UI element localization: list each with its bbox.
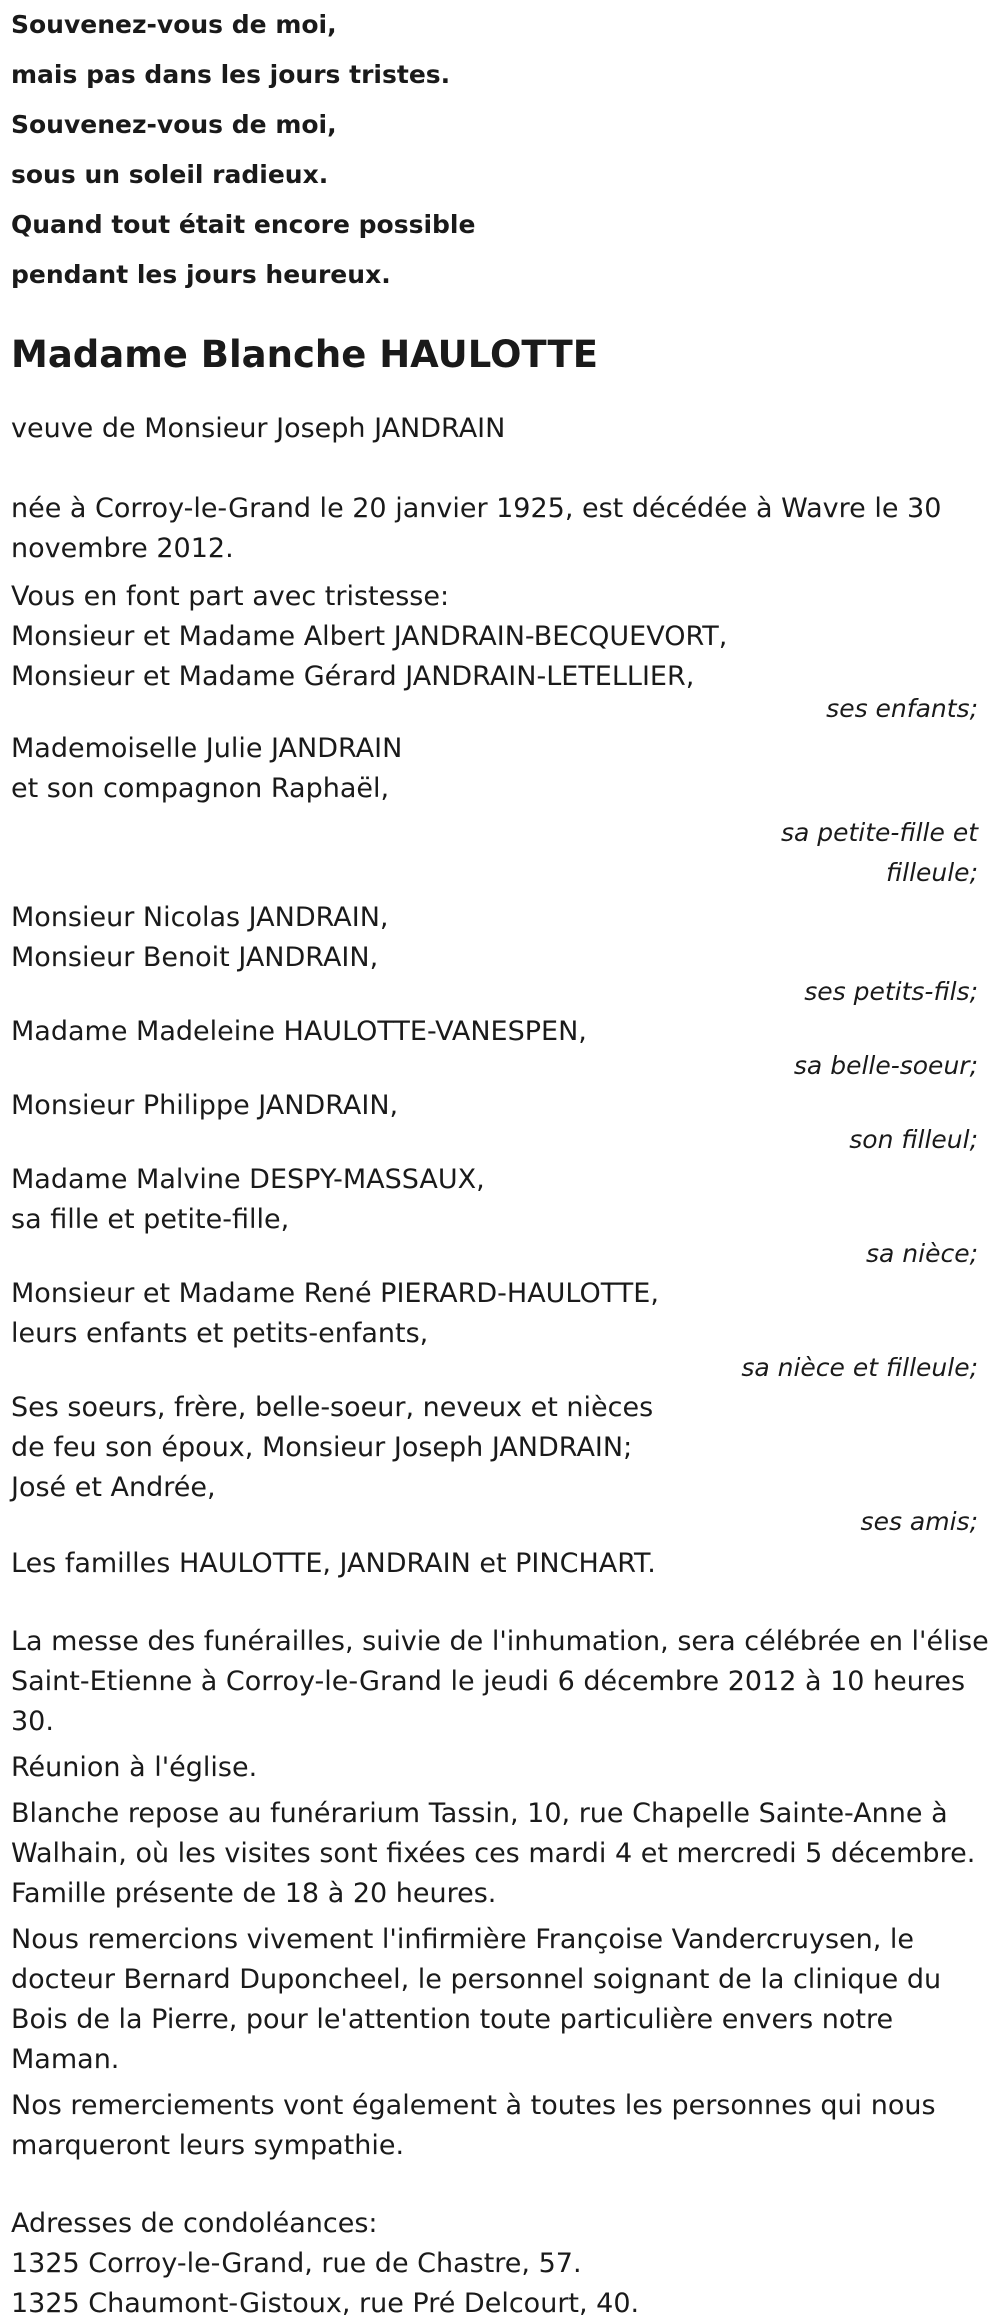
condolences-title: Adresses de condoléances: xyxy=(11,2208,378,2239)
family-line: et son compagnon Raphaël, xyxy=(11,773,390,804)
poem-line: sous un soleil radieux. xyxy=(11,160,329,189)
family-line: Mademoiselle Julie JANDRAIN xyxy=(11,733,403,764)
family-line: leurs enfants et petits-enfants, xyxy=(11,1318,429,1349)
family-group-niece-goddaughter xyxy=(11,1274,989,1388)
family-group-niece xyxy=(11,1160,989,1274)
family-line: Monsieur et Madame Albert JANDRAIN-BECQUEVORT, xyxy=(11,621,728,652)
relation-label: sa nièce; xyxy=(865,1239,978,1268)
relation-label: sa petite-fille et xyxy=(780,818,978,847)
condolence-address: 1325 Chaumont-Gistoux, rue Pré Delcourt, 40. xyxy=(11,2288,640,2319)
family-line: Madame Madeleine HAULOTTE-VANESPEN, xyxy=(11,1016,587,1047)
condolence-address: 1325 Corroy-le-Grand, rue de Chastre, 57. xyxy=(11,2248,582,2279)
relation-label: ses amis; xyxy=(860,1507,978,1536)
family-group-granddaughter xyxy=(11,729,989,893)
thanks-all-text: Nos remerciements vont également à toutes les personnes qui nous marqueront leurs sympathie. xyxy=(11,2090,936,2161)
poem-line: mais pas dans les jours tristes. xyxy=(11,60,451,89)
families-line: Les familles HAULOTTE, JANDRAIN et PINCHART. xyxy=(11,1548,656,1579)
family-line: Monsieur Nicolas JANDRAIN, xyxy=(11,902,389,933)
relation-label: sa belle-soeur; xyxy=(793,1051,978,1080)
family-line: Monsieur Philippe JANDRAIN, xyxy=(11,1090,399,1121)
poem-line: Souvenez-vous de moi, xyxy=(11,10,337,39)
poem-line: Quand tout était encore possible xyxy=(11,210,476,239)
family-line: Ses soeurs, frère, belle-soeur, neveux et nièces xyxy=(11,1392,654,1423)
family-line: Monsieur et Madame René PIERARD-HAULOTTE, xyxy=(11,1278,659,1309)
relation-label: ses enfants; xyxy=(826,694,978,723)
poem-line: Souvenez-vous de moi, xyxy=(11,110,337,139)
birth-death: née à Corroy-le-Grand le 20 janvier 1925, est décédée à Wavre le 30 novembre 2012. xyxy=(11,493,942,564)
relation-label: filleule; xyxy=(885,858,978,887)
relation-label: sa nièce et filleule; xyxy=(741,1353,978,1382)
poem-line: pendant les jours heureux. xyxy=(11,260,391,289)
obituary-page xyxy=(11,0,989,2324)
thanks-text: Nous remercions vivement l'infirmière Françoise Vandercruysen, le docteur Bernard Duponcheel, le personnel soignant de la clinique du Bois de la Pierre, pour le'attention toute particulière envers notre Maman. xyxy=(11,1924,942,2075)
gathering-text: Réunion à l'église. xyxy=(11,1752,258,1783)
family-line: José et Andrée, xyxy=(11,1472,216,1503)
relation-label: son filleul; xyxy=(849,1125,978,1154)
family-group-godson xyxy=(11,1086,989,1160)
family-line: de feu son époux, Monsieur Joseph JANDRAIN; xyxy=(11,1432,633,1463)
poem xyxy=(11,0,989,300)
family-group-friends xyxy=(11,1388,989,1542)
deceased-name: Madame Blanche HAULOTTE xyxy=(11,333,599,376)
family-group-sister-in-law xyxy=(11,1012,989,1086)
visitation-text: Blanche repose au funérarium Tassin, 10, rue Chapelle Sainte-Anne à Walhain, où les visites sont fixées ces mardi 4 et mercredi 5 décembre. Famille présente de 18 à 20 heures. xyxy=(11,1798,976,1909)
family-line: Monsieur et Madame Gérard JANDRAIN-LETELLIER, xyxy=(11,661,695,692)
announcement-intro: Vous en font part avec tristesse: xyxy=(11,581,450,612)
widow-of: veuve de Monsieur Joseph JANDRAIN xyxy=(11,413,506,444)
family-group-children xyxy=(11,617,989,729)
family-line: Madame Malvine DESPY-MASSAUX, xyxy=(11,1164,485,1195)
family-group-grandsons xyxy=(11,898,989,1012)
family-line: sa fille et petite-fille, xyxy=(11,1204,290,1235)
ceremony-text: La messe des funérailles, suivie de l'inhumation, sera célébrée en l'élise Saint-Etienne à Corroy-le-Grand le jeudi 6 décembre 2012 à 10 heures 30. xyxy=(11,1626,989,1737)
family-line: Monsieur Benoit JANDRAIN, xyxy=(11,942,379,973)
relation-label: ses petits-fils; xyxy=(804,977,978,1006)
